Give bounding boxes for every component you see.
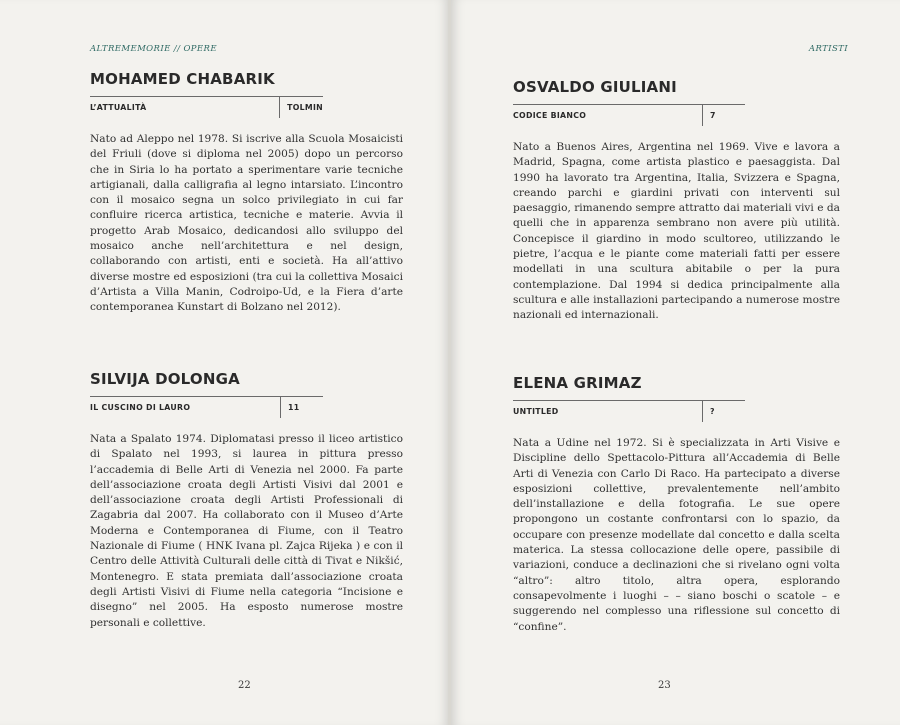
artist-entry-dolonga xyxy=(90,370,403,631)
artist-entry-chabarik xyxy=(90,70,403,316)
artist-bio: Nato ad Aleppo nel 1978. Si iscrive alla Scuola Mosaicisti del Friuli (dove si diploma nel 2005) dopo un percorso che in Siria lo ha portato a sperimentare varie tecniche artigianali, dalla calligrafia al legno intarsiato. L’incontro con il mosaico segna un solco privilegiato in cui far confluire ricerca artistica, tecniche e materie. Avvia il progetto Arab Mosaico, dedicandosi allo sviluppo del mosaico anche nell’architettura e nel design, collaborando con artisti, enti e società. Ha all’attivo diverse mostre ed esposizioni (tra cui la collettiva Mosaici d’Artista a Villa Manin, Codroipo-Ud, e la Fiera d’arte contemporanea Kunstart di Bolzano nel 2012). xyxy=(90,133,403,314)
work-detail: 11 xyxy=(280,397,323,418)
artist-name: ELENA GRIMAZ xyxy=(513,374,642,392)
artist-name: OSVALDO GIULIANI xyxy=(513,78,677,96)
work-detail: 7 xyxy=(702,105,745,126)
artist-name: MOHAMED CHABARIK xyxy=(90,70,275,88)
left-page xyxy=(0,0,449,725)
work-info-row xyxy=(513,400,745,422)
artist-entry-grimaz xyxy=(513,374,840,635)
artist-bio: Nata a Udine nel 1972. Si è specializzata in Arti Visive e Discipline dello Spettacolo-Pittura all’Accademia di Belle Arti di Venezia con Carlo Di Raco. Ha partecipato a diverse esposizioni collettive, prevalentemente nell’ambito dell’installazione e della fotografia. Le sue opere propongono un costante confrontarsi con lo spazio, da occupare con presenze modellate dal concetto e dalla scelta materica. La stessa collocazione delle opere, passibile di variazioni, conduce a declinazioni che si rivelano ogni volta “altro”: altro titolo, altra opera, esplorando consapevolmente i luoghi – – siano boschi o scatole – e suggerendo nel complesso una riflessione sul concetto di “confine”. xyxy=(513,437,840,633)
work-title: L’ATTUALITÀ xyxy=(90,103,147,112)
work-detail: ? xyxy=(702,401,745,422)
artist-bio: Nata a Spalato 1974. Diplomatasi presso il liceo artistico di Spalato nel 1993, si laurea in pittura presso l’accademia di Belle Arti di Venezia nel 2000. Fa parte dell’associazione croata degli Artisti Visivi dal 2001 e dell’associazione croata degli Artisti Professionali di Zagabria dal 2007. Ha collaborato con il Museo d’Arte Moderna e Contemporanea di Fiume, con il Teatro Nazionale di Fiume ( HNK Ivana pl. Zajca Rijeka ) e con il Centro delle Attività Culturali delle città di Tivat e Nikšić, Montenegro. E stata premiata dall’associazione croata degli Artisti Visivi di Fiume nella categoria “Incisione e disegno” nel 2005. Ha esposto numerose mostre personali e collettive. xyxy=(90,433,403,629)
artist-bio: Nato a Buenos Aires, Argentina nel 1969. Vive e lavora a Madrid, Spagna, come artista plastico e paesaggista. Dal 1990 ha lavorato tra Argentina, Italia, Svizzera e Spagna, creando parchi e giardini privati con interventi sul paesaggio, rimanendo sempre attratto dai materiali vivi e da quelli che in apparenza sembrano non avere più utilità. Concepisce il giardino in modo scultoreo, utilizzando le pietre, l’acqua e le piante come materiali fatti per essere modellati in una scultura abitabile o per la pura contemplazione. Dal 1994 si dedica principalmente alla scultura e alle installazioni partecipando a numerose mostre nazionali ed internazionali. xyxy=(513,141,840,322)
work-title: IL CUSCINO DI LAURO xyxy=(90,403,191,412)
artist-name: SILVIJA DOLONGA xyxy=(90,370,240,388)
work-info-row xyxy=(513,104,745,126)
page-number-right: 23 xyxy=(658,680,671,691)
work-info-row xyxy=(90,396,323,418)
work-title: UNTITLED xyxy=(513,407,559,416)
work-detail: TOLMIN xyxy=(279,97,323,118)
page-number-left: 22 xyxy=(238,680,251,691)
running-head-left: ALTREMEMORIE // OPERE xyxy=(90,44,217,54)
work-info-row xyxy=(90,96,323,118)
right-page xyxy=(451,0,900,725)
running-head-right: ARTISTI xyxy=(808,44,848,54)
artist-entry-giuliani xyxy=(513,78,840,324)
work-title: CODICE BIANCO xyxy=(513,111,587,120)
